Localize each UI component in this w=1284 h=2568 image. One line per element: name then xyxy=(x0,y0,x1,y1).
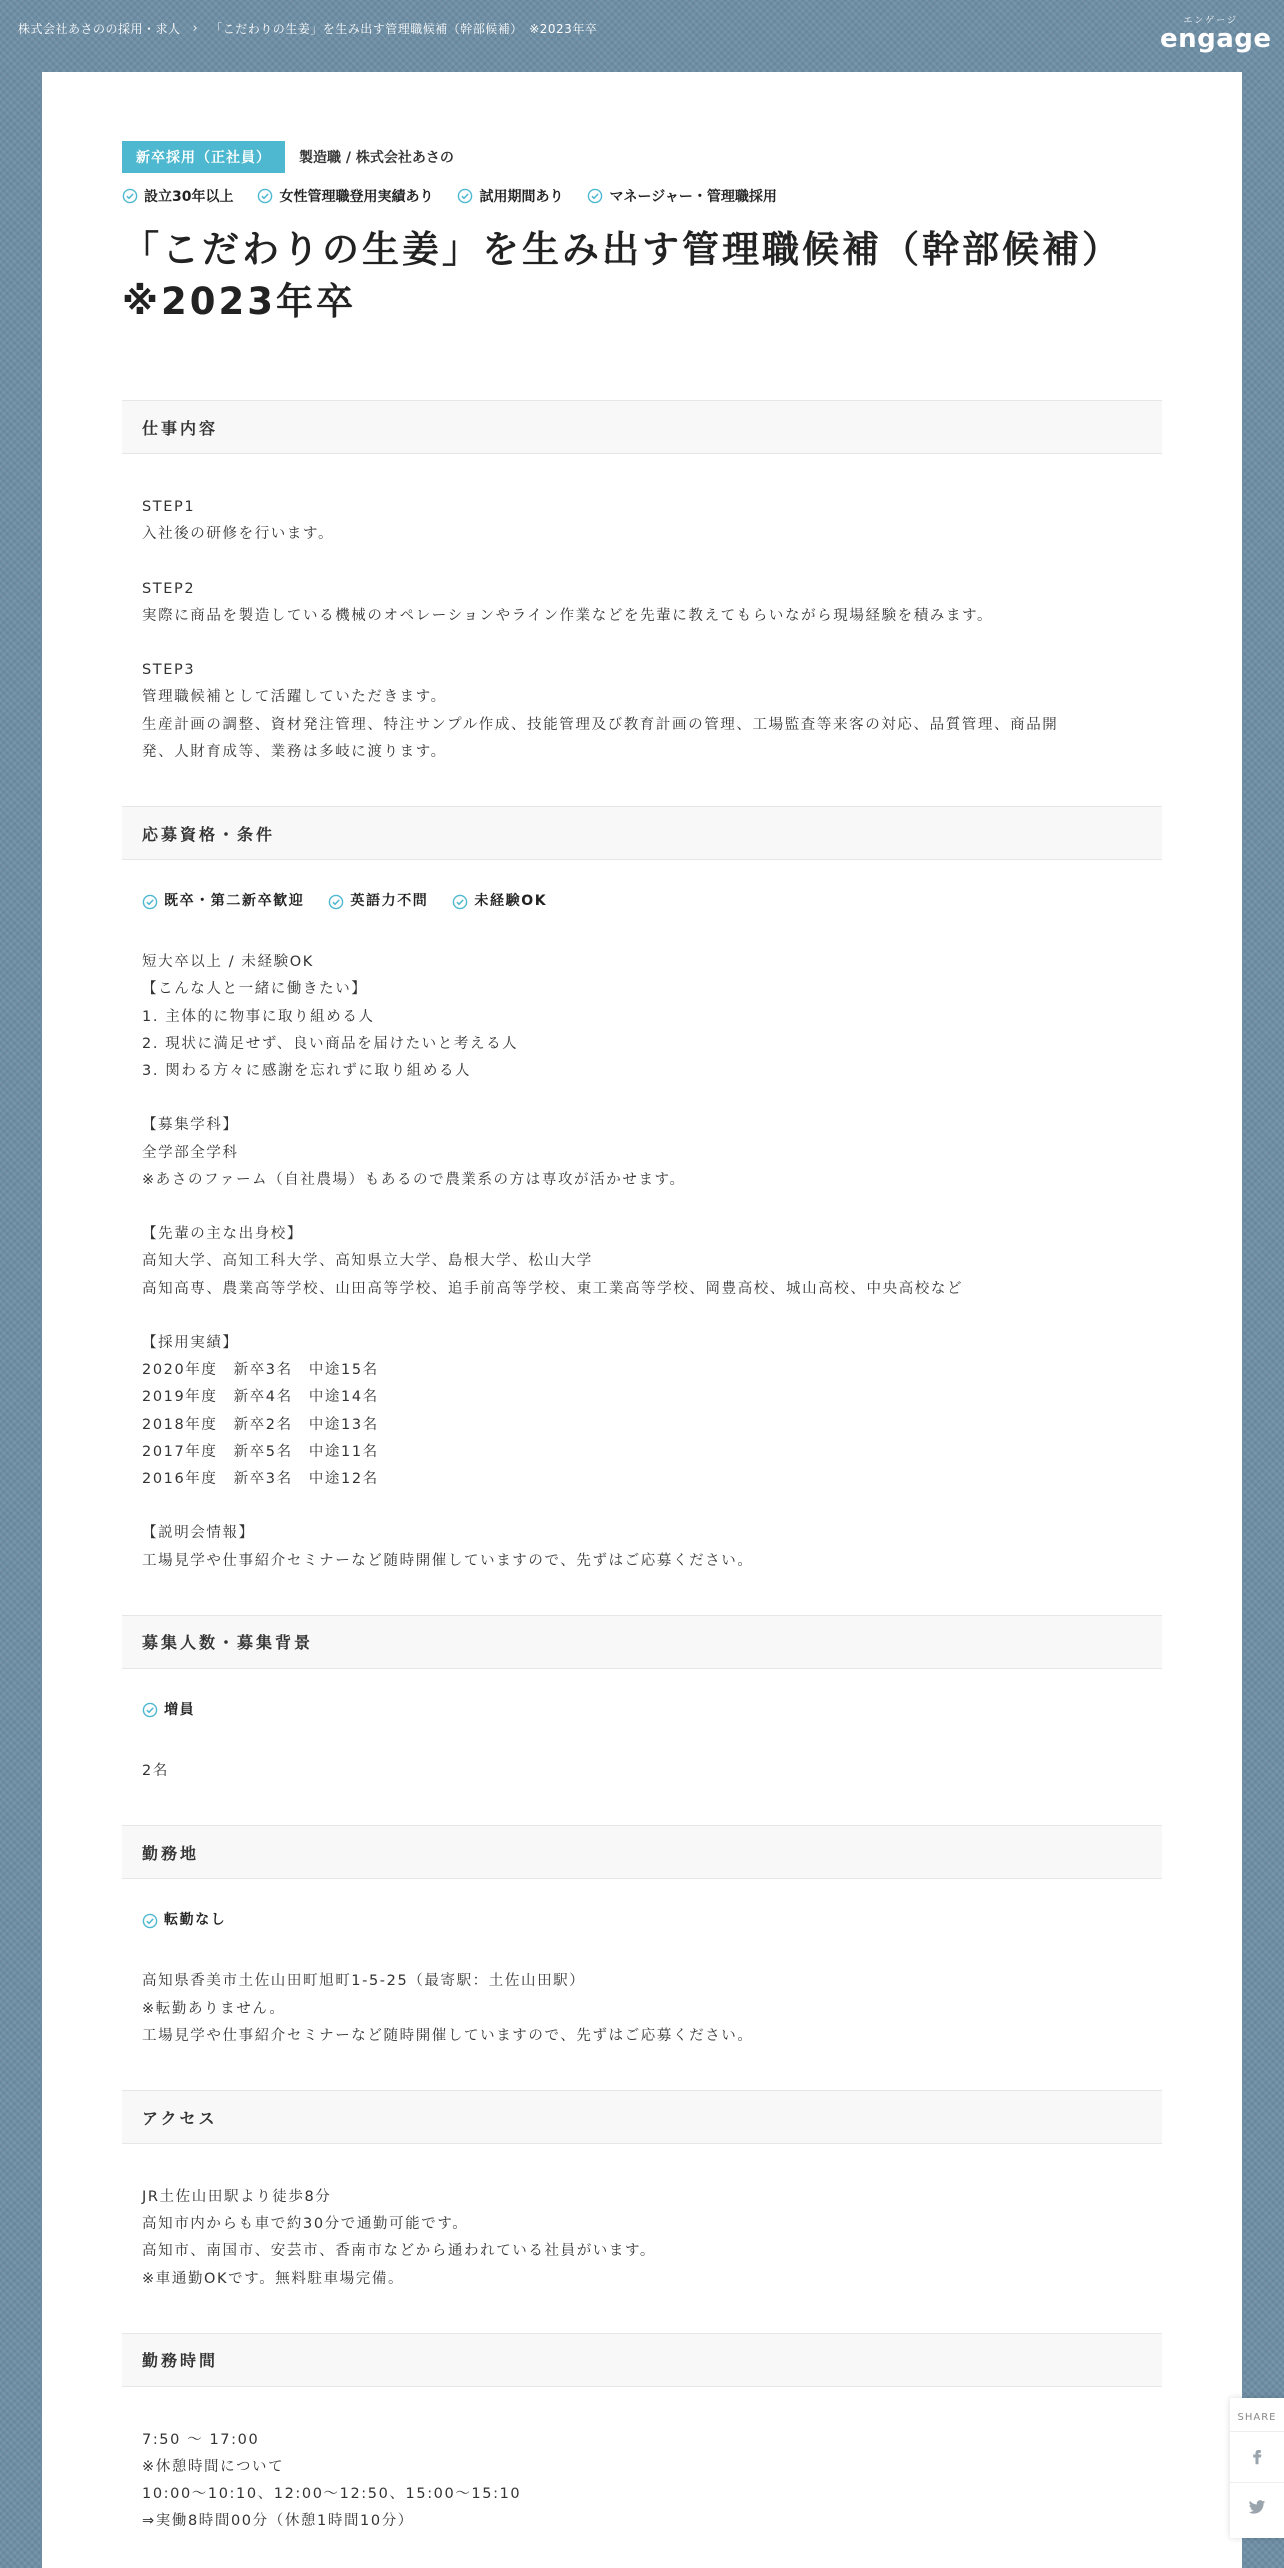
section-work-body xyxy=(122,454,1162,806)
section-qualifications xyxy=(122,806,1162,1615)
section-heading: アクセス xyxy=(122,2090,1162,2144)
text-line: JR土佐山田駅より徒歩8分 xyxy=(142,2189,332,2206)
text-line: 短大卒以上 / 未経験OK xyxy=(142,954,314,971)
condition-tag-label: 英語力不問 xyxy=(350,893,429,909)
job-tagline xyxy=(122,142,1162,172)
text-line: STEP1 xyxy=(142,499,196,515)
job-card xyxy=(42,72,1242,2568)
share-bar xyxy=(1230,2398,1284,2538)
condition-tag xyxy=(142,1907,226,1934)
text-line: 入社後の研修を行います。 xyxy=(142,526,335,543)
logo-word: engage xyxy=(1160,24,1272,54)
share-label: SHARE xyxy=(1237,2412,1277,2423)
text-line: 全学部全学科 xyxy=(142,1144,239,1161)
text-line: 高知市内からも車で約30分で通勤可能です。 xyxy=(142,2216,469,2233)
job-title-line-2: ※2023年卒 xyxy=(122,280,356,323)
location-tags xyxy=(142,1907,1142,1934)
text-line: 2名 xyxy=(142,1763,169,1780)
section-location xyxy=(122,1825,1162,2090)
twitter-icon xyxy=(1248,2498,1266,2516)
feature-tag xyxy=(257,186,433,206)
logo-kana: エンゲージ xyxy=(1183,16,1238,26)
text-line: 生産計画の調整、資材発注管理、特注サンプル作成、技能管理及び教育計画の管理、工場監査等来客の対応、品質管理、商品開 xyxy=(142,716,1059,733)
text-line: 高知市、南国市、安芸市、香南市などから通われている社員がいます。 xyxy=(142,2243,657,2260)
check-circle-icon xyxy=(257,188,273,204)
section-access xyxy=(122,2090,1162,2333)
text-line: 高知大学、高知工科大学、高知県立大学、島根大学、松山大学 xyxy=(142,1253,593,1270)
feature-tag xyxy=(587,186,776,206)
section-heading: 勤務地 xyxy=(122,1825,1162,1879)
text-line: 【こんな人と一緒に働きたい】 xyxy=(142,981,368,998)
check-circle-icon xyxy=(142,1702,158,1718)
text-line: 高知高専、農業高等学校、山田高等学校、追手前高等学校、東工業高等学校、岡豊高校、城山高校、中央高校など xyxy=(142,1280,964,1297)
condition-tag-label: 増員 xyxy=(164,1701,196,1718)
text-line: STEP3 xyxy=(142,662,196,679)
text-line: 1. 主体的に物事に取り組める人 xyxy=(142,1008,375,1025)
condition-tag-label: 未経験OK xyxy=(474,893,548,909)
check-circle-icon xyxy=(452,894,468,910)
twitter-share-button[interactable] xyxy=(1230,2482,1284,2533)
section-heading: 勤務時間 xyxy=(122,2333,1162,2387)
condition-tag xyxy=(328,888,428,915)
text-line: 工場見学や仕事紹介セミナーなど随時開催していますので、先ずはご応募ください。 xyxy=(142,1552,754,1569)
text-line: 発、人財育成等、業務は多岐に渡ります。 xyxy=(142,743,447,760)
text-line xyxy=(142,1194,1142,1221)
text-line xyxy=(142,630,1142,657)
feature-tag xyxy=(122,186,233,206)
text-line: 【説明会情報】 xyxy=(142,1525,255,1542)
text-line: 2020年度 新卒3名 中途15名 xyxy=(142,1362,379,1379)
top-bar xyxy=(0,0,1284,70)
feature-tag-label: 女性管理職登用実績あり xyxy=(279,189,434,205)
section-headcount xyxy=(122,1615,1162,1825)
feature-tag-label: マネージャー・管理職採用 xyxy=(609,189,777,205)
engage-logo[interactable] xyxy=(1160,16,1272,56)
text-line: 工場見学や仕事紹介セミナーなど随時開催していますので、先ずはご応募ください。 xyxy=(142,2027,754,2044)
condition-tag xyxy=(452,888,547,915)
section-heading: 応募資格・条件 xyxy=(122,806,1162,860)
section-hours-body xyxy=(122,2387,1162,2556)
breadcrumb-current: 「こだわりの生姜」を生み出す管理職候補（幹部候補） ※2023年卒 xyxy=(210,22,598,36)
qualification-text xyxy=(142,949,1142,1575)
qualification-tags xyxy=(142,888,1142,915)
condition-tag xyxy=(142,888,304,915)
headcount-text xyxy=(142,1758,1142,1785)
feature-tags xyxy=(122,186,1162,206)
section-qualifications-body xyxy=(122,888,1162,1615)
section-access-body xyxy=(122,2144,1162,2333)
text-line: 2019年度 新卒4名 中途14名 xyxy=(142,1389,379,1406)
section-heading: 募集人数・募集背景 xyxy=(122,1615,1162,1669)
text-line: ※車通勤OKです。無料駐車場完備。 xyxy=(142,2270,405,2287)
condition-tag xyxy=(142,1697,195,1724)
job-title xyxy=(122,224,1162,328)
text-line: 【募集学科】 xyxy=(142,1117,239,1134)
job-content xyxy=(122,142,1162,2556)
text-line: 7:50 ～ 17:00 xyxy=(142,2431,260,2448)
text-line: 10:00～10:10、12:00～12:50、15:00～15:10 xyxy=(142,2486,522,2503)
check-circle-icon xyxy=(587,188,603,204)
feature-tag-label: 設立30年以上 xyxy=(144,189,234,205)
check-circle-icon xyxy=(142,1913,158,1929)
chevron-right-icon: › xyxy=(192,21,199,36)
feature-tag-label: 試用期間あり xyxy=(479,189,564,205)
section-headcount-body xyxy=(122,1697,1162,1825)
text-line: 2017年度 新卒5名 中途11名 xyxy=(142,1443,379,1460)
text-line: 【採用実績】 xyxy=(142,1335,239,1351)
check-circle-icon xyxy=(142,894,158,910)
text-line: STEP2 xyxy=(142,580,196,597)
section-location-body xyxy=(122,1907,1162,2090)
text-line: 2. 現状に満足せず、良い商品を届けたいと考える人 xyxy=(142,1035,519,1052)
condition-tag-label: 既卒・第二新卒歓迎 xyxy=(164,893,305,909)
breadcrumb-company-link[interactable]: 株式会社あさのの採用・求人 xyxy=(18,22,181,36)
text-line xyxy=(142,548,1142,575)
text-line xyxy=(142,1085,1142,1112)
text-line xyxy=(142,1303,1142,1330)
text-line: 2018年度 新卒2名 中途13名 xyxy=(142,1416,379,1433)
text-line: ※休憩時間について xyxy=(142,2459,285,2476)
text-line: 【先輩の主な出身校】 xyxy=(142,1226,303,1243)
check-circle-icon xyxy=(457,188,473,204)
text-line: 3. 関わる方々に感謝を忘れずに取り組める人 xyxy=(142,1063,472,1080)
text-line: 高知県香美市土佐山田町旭町1-5-25（最寄駅：土佐山田駅） xyxy=(142,1973,586,1990)
employment-type-badge: 新卒採用（正社員） xyxy=(122,141,285,173)
text-line: ※転勤ありません。 xyxy=(142,2000,286,2017)
headcount-tags xyxy=(142,1697,1142,1724)
text-line: ⇒実働8時間00分（休憩1時間10分） xyxy=(142,2513,414,2530)
condition-tag-label: 転勤なし xyxy=(164,1912,227,1929)
breadcrumb xyxy=(18,20,597,37)
feature-tag xyxy=(457,186,563,206)
check-circle-icon xyxy=(328,894,344,910)
text-line xyxy=(142,1493,1142,1520)
facebook-share-button[interactable] xyxy=(1230,2431,1284,2482)
text-line: ※あさのファーム（自社農場）もあるので農業系の方は専攻が活かせます。 xyxy=(142,1171,686,1188)
text-line: 管理職候補として活躍していただきます。 xyxy=(142,689,447,706)
section-heading: 仕事内容 xyxy=(122,400,1162,454)
section-hours xyxy=(122,2333,1162,2556)
location-text xyxy=(142,1968,1142,2050)
facebook-icon xyxy=(1248,2447,1266,2465)
job-title-line-1: 「こだわりの生姜」を生み出す管理職候補（幹部候補） xyxy=(122,228,1122,271)
job-category: 製造職 / 株式会社あさの xyxy=(299,150,454,166)
text-line: 実際に商品を製造している機械のオペレーションやライン作業などを先輩に教えてもらいながら現場経験を積みます。 xyxy=(142,607,994,624)
check-circle-icon xyxy=(122,188,138,204)
section-work xyxy=(122,400,1162,806)
text-line: 2016年度 新卒3名 中途12名 xyxy=(142,1471,379,1488)
